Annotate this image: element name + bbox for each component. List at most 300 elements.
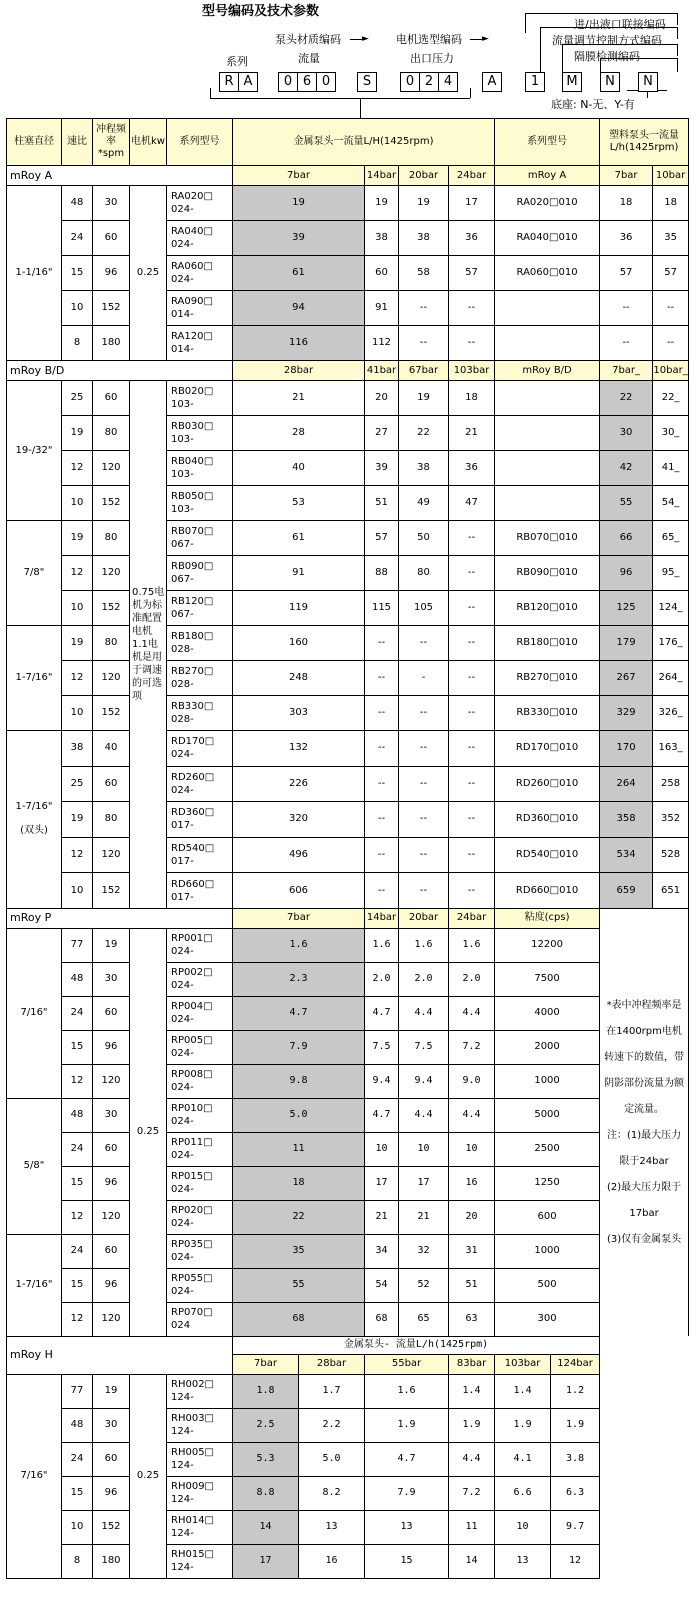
flow: --	[399, 766, 449, 802]
flow: 105	[399, 591, 449, 626]
flow: 21	[365, 1200, 399, 1234]
flow: 10	[495, 1510, 551, 1544]
plastic-flow: 65_	[653, 521, 689, 556]
viscosity: 500	[495, 1268, 600, 1302]
plastic-model	[495, 416, 600, 451]
flow: --	[449, 731, 495, 767]
flow: 50	[399, 521, 449, 556]
series-header: mRoy A	[495, 166, 600, 186]
model-line: 028-	[171, 644, 194, 655]
ratio: 8	[62, 1544, 93, 1578]
flow: --	[399, 837, 449, 873]
code-box: 0	[316, 72, 336, 92]
flow: 58	[399, 256, 449, 291]
flow: 28	[233, 416, 365, 451]
plastic-model	[495, 326, 600, 361]
model-line: 103-	[171, 469, 194, 480]
flow: --	[449, 766, 495, 802]
flow: --	[365, 837, 399, 873]
flow: 4.1	[495, 1442, 551, 1476]
flow: 7.9	[365, 1476, 449, 1510]
ratio: 38	[62, 731, 93, 767]
ratio: 15	[62, 1268, 93, 1302]
plastic-model: RB120□010	[495, 591, 600, 626]
diameter: 5/8"	[7, 1098, 62, 1234]
model-line: 067-	[171, 574, 194, 585]
flow: 132	[233, 731, 365, 767]
flow: 31	[449, 1234, 495, 1268]
plastic-flow-rated: 125	[600, 591, 653, 626]
label-material: 泵头材质编码	[275, 33, 341, 46]
flow: 34	[365, 1234, 399, 1268]
viscosity: 4000	[495, 996, 600, 1030]
code-box: 4	[438, 72, 458, 92]
flow: --	[449, 661, 495, 696]
h-caption: 金属泵头- 流量L/h(1425rpm)	[233, 1336, 600, 1354]
plastic-flow: --	[600, 326, 653, 361]
spm: 80	[93, 416, 130, 451]
spm: 30	[93, 1098, 130, 1132]
flow: 4.4	[449, 996, 495, 1030]
flow: 119	[233, 591, 365, 626]
flow: 38	[399, 221, 449, 256]
pressure-header: 7bar	[233, 908, 365, 928]
ratio: 24	[62, 1234, 93, 1268]
code-box: 0	[278, 72, 298, 92]
flow: --	[449, 873, 495, 909]
model	[167, 486, 233, 521]
flow: --	[365, 696, 399, 731]
flow: 16	[299, 1544, 365, 1578]
plastic-flow-rated: 179	[600, 626, 653, 661]
flow-rated: 4.7	[233, 996, 365, 1030]
plastic-flow-rated: 96	[600, 556, 653, 591]
flow: 7.5	[365, 1030, 399, 1064]
flow: 60	[365, 256, 399, 291]
pressure-header: 67bar	[399, 361, 449, 381]
viscosity: 300	[495, 1302, 600, 1336]
pressure-header: 14bar	[365, 166, 399, 186]
diameter-line: (双头)	[20, 825, 48, 837]
model	[167, 291, 233, 326]
spm: 152	[93, 1510, 130, 1544]
plastic-flow: 18	[600, 186, 653, 221]
model-line: RP011□	[171, 1137, 213, 1149]
ratio: 10	[62, 591, 93, 626]
model	[167, 766, 233, 802]
flow: 160	[233, 626, 365, 661]
model-line: 024	[171, 1320, 191, 1332]
viscosity: 2500	[495, 1132, 600, 1166]
plastic-flow: 18	[653, 186, 689, 221]
flow: 20	[449, 1200, 495, 1234]
code-box: S	[357, 72, 377, 92]
model-line: 028-	[171, 679, 194, 690]
pressure-header: 7bar	[233, 1354, 299, 1374]
ratio: 24	[62, 1132, 93, 1166]
flow: 54	[365, 1268, 399, 1302]
flow: 38	[399, 451, 449, 486]
pressure-header: 7bar	[233, 166, 365, 186]
spm: 30	[93, 962, 130, 996]
model-line: 124-	[171, 1460, 194, 1472]
motor-kw: 0.25	[130, 1374, 167, 1578]
flow: 4.4	[399, 996, 449, 1030]
spm: 80	[93, 626, 130, 661]
ratio: 10	[62, 291, 93, 326]
model-line: RP015□	[171, 1171, 213, 1183]
spm: 152	[93, 291, 130, 326]
model-line: RA090□	[171, 296, 213, 307]
code-box: N	[600, 72, 620, 92]
ratio: 48	[62, 1098, 93, 1132]
flow: 9.4	[365, 1064, 399, 1098]
model-line: RA020□	[171, 191, 213, 202]
ratio: 48	[62, 1408, 93, 1442]
spm: 152	[93, 873, 130, 909]
flow: 53	[233, 486, 365, 521]
model-line: 103-	[171, 504, 194, 515]
flow-rated: 1.8	[233, 1374, 299, 1408]
model-line: 024-	[171, 1150, 194, 1162]
pressure-header: 28bar	[299, 1354, 365, 1374]
plastic-flow: 528	[653, 837, 689, 873]
flow: 1.4	[495, 1374, 551, 1408]
model-line: RP010□	[171, 1103, 213, 1115]
flow: 39	[365, 451, 399, 486]
flow: 6.6	[495, 1476, 551, 1510]
pressure-header: 7bar	[600, 166, 653, 186]
pressure-header: 10bar_	[653, 361, 689, 381]
section-title-bd: mRoy B/D	[7, 361, 233, 381]
flow: 1.9	[365, 1408, 449, 1442]
model-line: RD260□	[171, 771, 215, 783]
flow: 68	[365, 1302, 399, 1336]
flow: 51	[365, 486, 399, 521]
model	[167, 256, 233, 291]
model	[167, 326, 233, 361]
model-line: 017-	[171, 891, 194, 903]
spec-table	[6, 118, 689, 1579]
flow: 19	[365, 186, 399, 221]
diameter: 7/8"	[7, 521, 62, 626]
flow-rated: 61	[233, 256, 365, 291]
flow: 18	[449, 381, 495, 416]
flow: --	[449, 521, 495, 556]
pressure-header: 24bar	[449, 166, 495, 186]
model-line: RB050□	[171, 491, 214, 502]
flow: 7.2	[449, 1476, 495, 1510]
code-box: 6	[297, 72, 317, 92]
flow: 36	[449, 221, 495, 256]
spm: 180	[93, 326, 130, 361]
model-line: RP070□	[171, 1307, 213, 1319]
spm: 60	[93, 766, 130, 802]
flow-rated: 22	[233, 1200, 365, 1234]
flow: --	[365, 661, 399, 696]
ratio: 25	[62, 381, 93, 416]
model	[167, 802, 233, 838]
flow: 303	[233, 696, 365, 731]
header-spm: 冲程频率*spm	[93, 119, 130, 166]
note-line: (2)最大压力限于17bar	[606, 1181, 682, 1219]
flow-rated: 2.3	[233, 962, 365, 996]
viscosity: 1000	[495, 1234, 600, 1268]
flow: 10	[449, 1132, 495, 1166]
model-line: RP020□	[171, 1205, 213, 1217]
ratio: 12	[62, 837, 93, 873]
header-model: 系列型号	[167, 119, 233, 166]
plastic-model: RB090□010	[495, 556, 600, 591]
spm: 30	[93, 1408, 130, 1442]
note-line: (3)仅有金属泵头	[606, 1233, 682, 1245]
flow: 3.8	[551, 1442, 600, 1476]
spm: 96	[93, 1030, 130, 1064]
spm: 80	[93, 802, 130, 838]
model-line: 028-	[171, 714, 194, 725]
diameter: 7/16"	[7, 928, 62, 1098]
model	[167, 521, 233, 556]
label-diaphragm: 隔膜检测编码	[574, 50, 640, 63]
model	[167, 1544, 233, 1578]
pressure-header: 103bar	[495, 1354, 551, 1374]
flow: 40	[233, 451, 365, 486]
plastic-flow: 258	[653, 766, 689, 802]
model-line: RB090□	[171, 561, 214, 572]
plastic-model	[495, 291, 600, 326]
model-line: RP005□	[171, 1035, 213, 1047]
viscosity: 7500	[495, 962, 600, 996]
model	[167, 1064, 233, 1098]
flow: 5.0	[299, 1442, 365, 1476]
model-line: 024-	[171, 946, 194, 958]
label-motor: 电机选型编码	[396, 33, 462, 46]
flow: 2.0	[399, 962, 449, 996]
ratio: 12	[62, 661, 93, 696]
model-line: 124-	[171, 1392, 194, 1404]
pressure-header: 55bar	[365, 1354, 449, 1374]
flow: 4.4	[449, 1098, 495, 1132]
header-ratio: 速比	[62, 119, 93, 166]
model	[167, 626, 233, 661]
label-base: 底座: N-无、Y-有	[551, 98, 635, 111]
spm: 19	[93, 928, 130, 962]
model	[167, 556, 233, 591]
model	[167, 962, 233, 996]
flow-rated: 55	[233, 1268, 365, 1302]
flow: --	[399, 696, 449, 731]
spm: 152	[93, 486, 130, 521]
model-line: RH005□	[171, 1447, 215, 1459]
ratio: 19	[62, 802, 93, 838]
plastic-model: RB330□010	[495, 696, 600, 731]
pressure-header: 124bar	[551, 1354, 600, 1374]
model	[167, 696, 233, 731]
flow: 6.3	[551, 1476, 600, 1510]
flow: --	[449, 837, 495, 873]
ratio: 77	[62, 928, 93, 962]
model-line: RH014□	[171, 1515, 215, 1527]
flow: --	[399, 731, 449, 767]
model	[167, 221, 233, 256]
code-box: 2	[419, 72, 439, 92]
flow: 9.7	[551, 1510, 600, 1544]
plastic-flow-rated: 66	[600, 521, 653, 556]
code-box: R	[219, 72, 239, 92]
section-title-p: mRoy P	[7, 908, 233, 928]
ratio: 48	[62, 186, 93, 221]
flow-rated: 14	[233, 1510, 299, 1544]
ratio: 19	[62, 521, 93, 556]
ratio: 8	[62, 326, 93, 361]
flow-rated: 18	[233, 1166, 365, 1200]
label-series: 系列	[226, 55, 248, 68]
model-line: RB120□	[171, 596, 214, 607]
flow: 1.4	[449, 1374, 495, 1408]
plastic-flow-rated: 267	[600, 661, 653, 696]
plastic-model	[495, 381, 600, 416]
model-line: RB040□	[171, 456, 214, 467]
flow: 21	[399, 1200, 449, 1234]
plastic-flow: 352	[653, 802, 689, 838]
series-header: mRoy B/D	[495, 361, 600, 381]
flow-rated: 2.5	[233, 1408, 299, 1442]
flow: 13	[495, 1544, 551, 1578]
pressure-header: 41bar	[365, 361, 399, 381]
viscosity-header: 粘度(cps)	[495, 908, 600, 928]
model-line: RP035□	[171, 1239, 213, 1251]
model-line: 024-	[171, 239, 194, 250]
model	[167, 591, 233, 626]
model-line: RP055□	[171, 1273, 213, 1285]
spm: 120	[93, 1200, 130, 1234]
flow: --	[449, 626, 495, 661]
model-line: RD660□	[171, 878, 215, 890]
flow: 1.6	[365, 1374, 449, 1408]
ratio: 10	[62, 486, 93, 521]
spm: 30	[93, 186, 130, 221]
flow: 17	[365, 1166, 399, 1200]
plastic-model: RB070□010	[495, 521, 600, 556]
flow: --	[399, 873, 449, 909]
spm: 19	[93, 1374, 130, 1408]
model-line: 024-	[171, 1048, 194, 1060]
note-line: 注：(1)最大压力限于24bar	[606, 1129, 682, 1167]
code-box: M	[562, 72, 582, 92]
flow: 52	[399, 1268, 449, 1302]
model	[167, 1132, 233, 1166]
plastic-flow-rated: 659	[600, 873, 653, 909]
flow: --	[365, 731, 399, 767]
flow-rated: 11	[233, 1132, 365, 1166]
flow: 1.6	[449, 928, 495, 962]
spm: 96	[93, 1166, 130, 1200]
flow: 496	[233, 837, 365, 873]
flow: 2.0	[449, 962, 495, 996]
model-line: RB070□	[171, 526, 214, 537]
flow: 11	[449, 1510, 495, 1544]
flow: 36	[449, 451, 495, 486]
footnote	[600, 908, 689, 1336]
model	[167, 186, 233, 221]
flow: 115	[365, 591, 399, 626]
model	[167, 1030, 233, 1064]
model-line: 024-	[171, 274, 194, 285]
spm: 120	[93, 661, 130, 696]
code-box: A	[238, 72, 258, 92]
model-line: 014-	[171, 344, 194, 355]
plastic-flow: 651	[653, 873, 689, 909]
pressure-header: 10bar	[653, 166, 689, 186]
plastic-flow-rated: 55	[600, 486, 653, 521]
flow: 13	[299, 1510, 365, 1544]
code-box: 0	[400, 72, 420, 92]
diameter: 1-1/16"	[7, 186, 62, 361]
ratio: 12	[62, 1064, 93, 1098]
flow: --	[365, 766, 399, 802]
model-line: 124-	[171, 1494, 194, 1506]
flow: 10	[399, 1132, 449, 1166]
flow: 112	[365, 326, 399, 361]
flow: 51	[449, 1268, 495, 1302]
motor-kw: 0.25	[130, 928, 167, 1336]
spm: 80	[93, 521, 130, 556]
flow: 7.5	[399, 1030, 449, 1064]
plastic-flow: 176_	[653, 626, 689, 661]
plastic-model: RD360□010	[495, 802, 600, 838]
viscosity: 2000	[495, 1030, 600, 1064]
flow: --	[399, 291, 449, 326]
flow: --	[365, 626, 399, 661]
model-line: 024-	[171, 1116, 194, 1128]
flow: 1.6	[365, 928, 399, 962]
ratio: 77	[62, 1374, 93, 1408]
flow: 4.4	[449, 1442, 495, 1476]
model-line: 024-	[171, 784, 194, 796]
flow: 4.7	[365, 1442, 449, 1476]
flow: 2.0	[365, 962, 399, 996]
plastic-model: RD540□010	[495, 837, 600, 873]
code-box: N	[638, 72, 658, 92]
model-line: RH002□	[171, 1379, 215, 1391]
plastic-flow-rated: 30	[600, 416, 653, 451]
viscosity: 1000	[495, 1064, 600, 1098]
plastic-flow: 57	[653, 256, 689, 291]
flow: 17	[399, 1166, 449, 1200]
flow: 226	[233, 766, 365, 802]
flow-rated: 9.8	[233, 1064, 365, 1098]
viscosity: 1250	[495, 1166, 600, 1200]
flow: 320	[233, 802, 365, 838]
plastic-flow: 95_	[653, 556, 689, 591]
model	[167, 731, 233, 767]
flow: 16	[449, 1166, 495, 1200]
plastic-model: RD170□010	[495, 731, 600, 767]
flow-rated: 5.0	[233, 1098, 365, 1132]
header-metal-flow: 金属泵头一流量L/H(1425rpm)	[233, 119, 495, 166]
model-line: 024-	[171, 1218, 194, 1230]
model-line: 103-	[171, 434, 194, 445]
spm: 60	[93, 1234, 130, 1268]
plastic-flow: 264_	[653, 661, 689, 696]
flow: 91	[365, 291, 399, 326]
flow: 57	[449, 256, 495, 291]
flow-rated: 1.6	[233, 928, 365, 962]
ratio: 25	[62, 766, 93, 802]
diameter: 1-7/16"	[7, 1234, 62, 1336]
flow-rated: 7.9	[233, 1030, 365, 1064]
plastic-flow-rated: 22	[600, 381, 653, 416]
